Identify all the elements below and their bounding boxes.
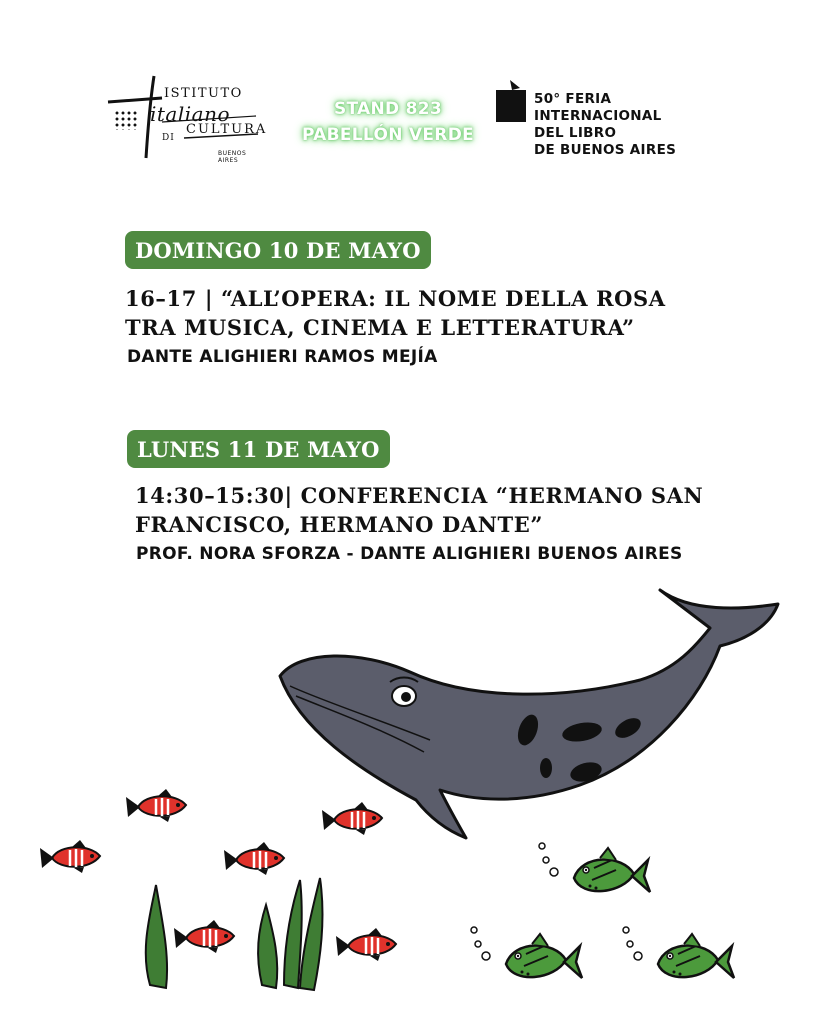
event-title-line: FRANCISCO, HERMANO DANTE” xyxy=(135,512,544,537)
istituto-italiano-logo xyxy=(106,72,266,162)
logo-cultura: CULTURA xyxy=(186,122,268,137)
logo-dots xyxy=(114,110,138,130)
event-title xyxy=(125,284,666,342)
event-date-badge: LUNES 11 DE MAYO xyxy=(127,430,390,468)
bubbles-icon xyxy=(623,927,642,960)
stand-info xyxy=(290,96,486,148)
logo-italiano: italiano xyxy=(150,102,230,126)
event-title-line: 16–17 | “ALL’OPERA: IL NOME DELLA ROSA xyxy=(125,286,666,311)
stand-number: STAND 823 xyxy=(333,99,443,119)
green-fish-icon xyxy=(574,848,650,892)
red-fish-icon xyxy=(174,920,234,953)
event-title xyxy=(135,481,703,539)
green-fish-icon xyxy=(658,934,734,978)
logo-istituto: ISTITUTO xyxy=(164,86,243,101)
stand-pavilion: PABELLÓN VERDE xyxy=(301,125,475,145)
green-fish-icon xyxy=(506,934,582,978)
event-host: PROF. NORA SFORZA - DANTE ALIGHIERI BUENOS AIRES xyxy=(136,544,683,564)
logo-di: DI xyxy=(162,133,175,143)
feria-line4: DE BUENOS AIRES xyxy=(534,142,677,158)
bubbles-icon xyxy=(539,843,558,876)
seaweed-icon xyxy=(146,878,323,990)
red-fish-icon xyxy=(322,802,382,835)
red-fish-icon xyxy=(224,842,284,875)
event-date-badge: DOMINGO 10 DE MAYO xyxy=(125,231,431,269)
ocean-illustration xyxy=(0,575,819,1024)
red-fish-icon xyxy=(126,789,186,822)
feria-line3: DEL LIBRO xyxy=(534,125,617,141)
event-title-line: TRA MUSICA, CINEMA E LETTERATURA” xyxy=(125,315,635,340)
bubbles-icon xyxy=(471,927,490,960)
red-fish-icon xyxy=(336,928,396,961)
feria-line1: 50° FERIA xyxy=(534,91,612,107)
feria-line2: INTERNACIONAL xyxy=(534,108,662,124)
feria-libro-logo xyxy=(496,78,706,160)
logo-buenos-aires: BUENOS AIRES xyxy=(218,150,247,164)
event-host: DANTE ALIGHIERI RAMOS MEJÍA xyxy=(127,347,438,367)
red-fish-icon xyxy=(40,840,100,873)
event-title-line: 14:30–15:30| CONFERENCIA “HERMANO SAN xyxy=(135,483,704,508)
whale-icon xyxy=(280,590,778,838)
book-icon xyxy=(496,78,530,128)
